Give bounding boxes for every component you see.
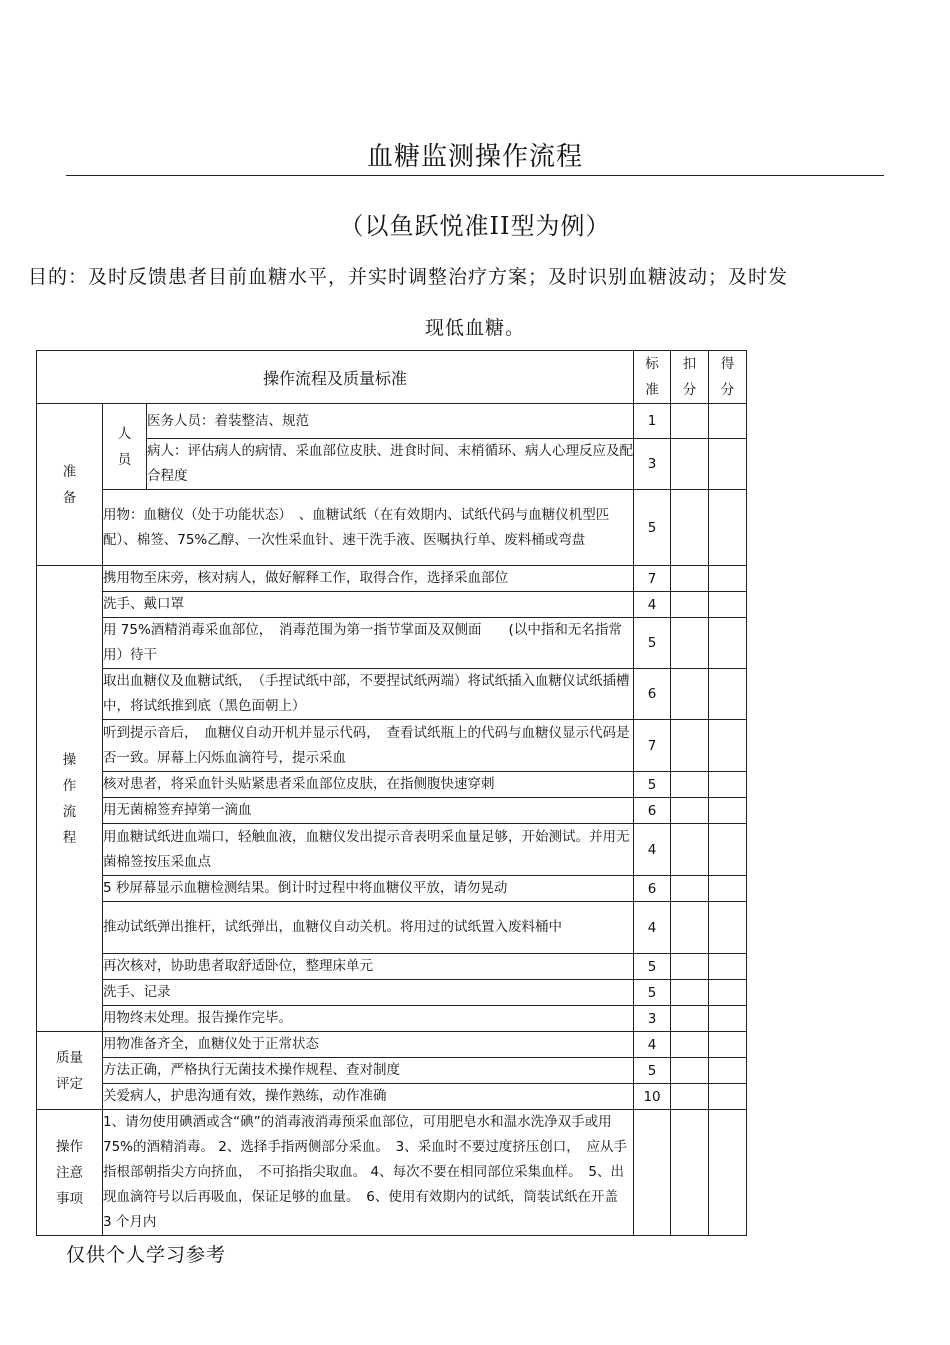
table-row	[37, 798, 747, 824]
table-row	[37, 490, 747, 566]
score-cell	[709, 404, 747, 439]
row-score: 7	[634, 720, 671, 772]
section-personnel-label: 人员	[117, 425, 132, 468]
table-row	[37, 824, 747, 876]
table-row	[37, 720, 747, 772]
table-row	[37, 592, 747, 618]
row-text: 用血糖试纸进血端口，轻触血液，血糖仪发出提示音表明采血量足够，开始测试。并用无菌棉签按压采血点	[103, 824, 634, 876]
table-row	[37, 902, 747, 954]
row-score: 6	[634, 876, 671, 902]
row-score: 5	[634, 1058, 671, 1084]
row-text: 用 75%酒精消毒采血部位， 消毒范围为第一指节掌面及双侧面 (以中指和无名指常用）待干	[103, 618, 634, 669]
row-score: 6	[634, 669, 671, 720]
table-row	[37, 772, 747, 798]
row-score: 3	[634, 1006, 671, 1032]
table-row	[37, 1032, 747, 1058]
row-text: 携用物至床旁，核对病人，做好解释工作，取得合作，选择采血部位	[103, 566, 634, 592]
row-text: 用物：血糖仪（处于功能状态） 、血糖试纸（在有效期内、试纸代码与血糖仪机型匹配）、棉签、75%乙醇、一次性采血针、速干洗手液、医嘱执行单、废料桶或弯盘	[103, 490, 634, 566]
row-text: 听到提示音后， 血糖仪自动开机并显示代码， 查看试纸瓶上的代码与血糖仪显示代码是否一致。屏幕上闪烁血滴符号，提示采血	[103, 720, 634, 772]
row-score: 6	[634, 798, 671, 824]
deduct-cell	[671, 490, 709, 566]
row-score: 5	[634, 980, 671, 1006]
table-row	[37, 669, 747, 720]
footnote: 仅供个人学习参考	[66, 1244, 227, 1266]
row-text: 用物终末处理。报告操作完毕。	[103, 1006, 634, 1032]
table-row	[37, 980, 747, 1006]
title-divider	[66, 175, 884, 176]
row-text: 用物准备齐全，血糖仪处于正常状态	[103, 1032, 634, 1058]
deduct-cell	[671, 404, 709, 439]
row-score: 10	[634, 1084, 671, 1110]
header-score: 得分	[720, 356, 735, 398]
row-score: 4	[634, 592, 671, 618]
row-text: 方法正确，严格执行无菌技术操作规程、查对制度	[103, 1058, 634, 1084]
section-process-label: 操作流程	[62, 751, 77, 846]
section-quality-label: 质量评定	[56, 1049, 83, 1092]
table-row	[37, 1110, 747, 1236]
row-score: 4	[634, 1032, 671, 1058]
header-main: 操作流程及质量标准	[37, 351, 634, 404]
row-text: 关爱病人，护患沟通有效，操作熟练，动作准确	[103, 1084, 634, 1110]
section-notes-label: 操作注意事项	[56, 1138, 83, 1207]
row-text: 洗手、戴口罩	[103, 592, 634, 618]
row-score: 5	[634, 954, 671, 980]
table-row	[37, 1058, 747, 1084]
table-row	[37, 1006, 747, 1032]
section-prep-label: 准备	[62, 463, 77, 506]
score-cell	[709, 490, 747, 566]
table-row	[37, 404, 747, 439]
page-title: 血糖监测操作流程	[366, 142, 583, 172]
table-row	[37, 876, 747, 902]
purpose-text-line1: 目的：及时反馈患者目前血糖水平，并实时调整治疗方案；及时识别血糖波动；及时发	[28, 266, 789, 288]
score-cell	[709, 439, 747, 490]
row-text: 病人：评估病人的病情、采血部位皮肤、进食时间、末梢循环、病人心理反应及配合程度	[147, 439, 634, 490]
row-text: 医务人员：着装整洁、规范	[147, 404, 634, 439]
row-score: 5	[634, 618, 671, 669]
row-text: 核对患者，将采血针头贴紧患者采血部位皮肤，在指侧腹快速穿刺	[103, 772, 634, 798]
header-deduct: 扣分	[682, 356, 697, 398]
row-text: 再次核对，协助患者取舒适卧位，整理床单元	[103, 954, 634, 980]
table-row	[37, 1084, 747, 1110]
procedure-table	[36, 350, 747, 1236]
row-text: 洗手、记录	[103, 980, 634, 1006]
row-score: 5	[634, 772, 671, 798]
header-standard: 标准	[645, 356, 659, 398]
row-text: 取出血糖仪及血糖试纸， （手捏试纸中部，不要捏试纸两端）将试纸插入血糖仪试纸插槽中，将试纸推到底（黑色面朝上）	[103, 669, 634, 720]
table-row	[37, 566, 747, 592]
row-text: 用无菌棉签弃掉第一滴血	[103, 798, 634, 824]
row-score: 4	[634, 902, 671, 954]
row-score: 5	[634, 490, 671, 566]
table-row	[37, 954, 747, 980]
row-text: 推动试纸弹出推杆，试纸弹出，血糖仪自动关机。将用过的试纸置入废料桶中	[103, 902, 634, 954]
deduct-cell	[671, 439, 709, 490]
row-text: 5 秒屏幕显示血糖检测结果。倒计时过程中将血糖仪平放，请勿晃动	[103, 876, 634, 902]
row-score: 3	[634, 439, 671, 490]
table-row	[37, 618, 747, 669]
purpose-text-line2: 现低血糖。	[424, 317, 525, 339]
notes-text: 1、请勿使用碘酒或含“碘”的消毒液消毒预采血部位，可用肥皂水和温水洗净双手或用 75%的酒精消毒。 2、选择手指两侧部分采血。 3、采血时不要过度挤压创口， 应从手指根部朝指尖方向挤血， 不可掐指尖取血。 4、每次不要在相同部位采集血样。 5、出现血滴符号以后再吸血，保证足够的血量。 6、使用有效期内的试纸，筒装试纸在开盖 3 个月内	[103, 1110, 634, 1236]
row-score: 1	[634, 404, 671, 439]
table-header-row	[37, 351, 747, 404]
row-score: 7	[634, 566, 671, 592]
page-subtitle: （以鱼跃悦准II型为例）	[339, 212, 611, 240]
row-score: 4	[634, 824, 671, 876]
